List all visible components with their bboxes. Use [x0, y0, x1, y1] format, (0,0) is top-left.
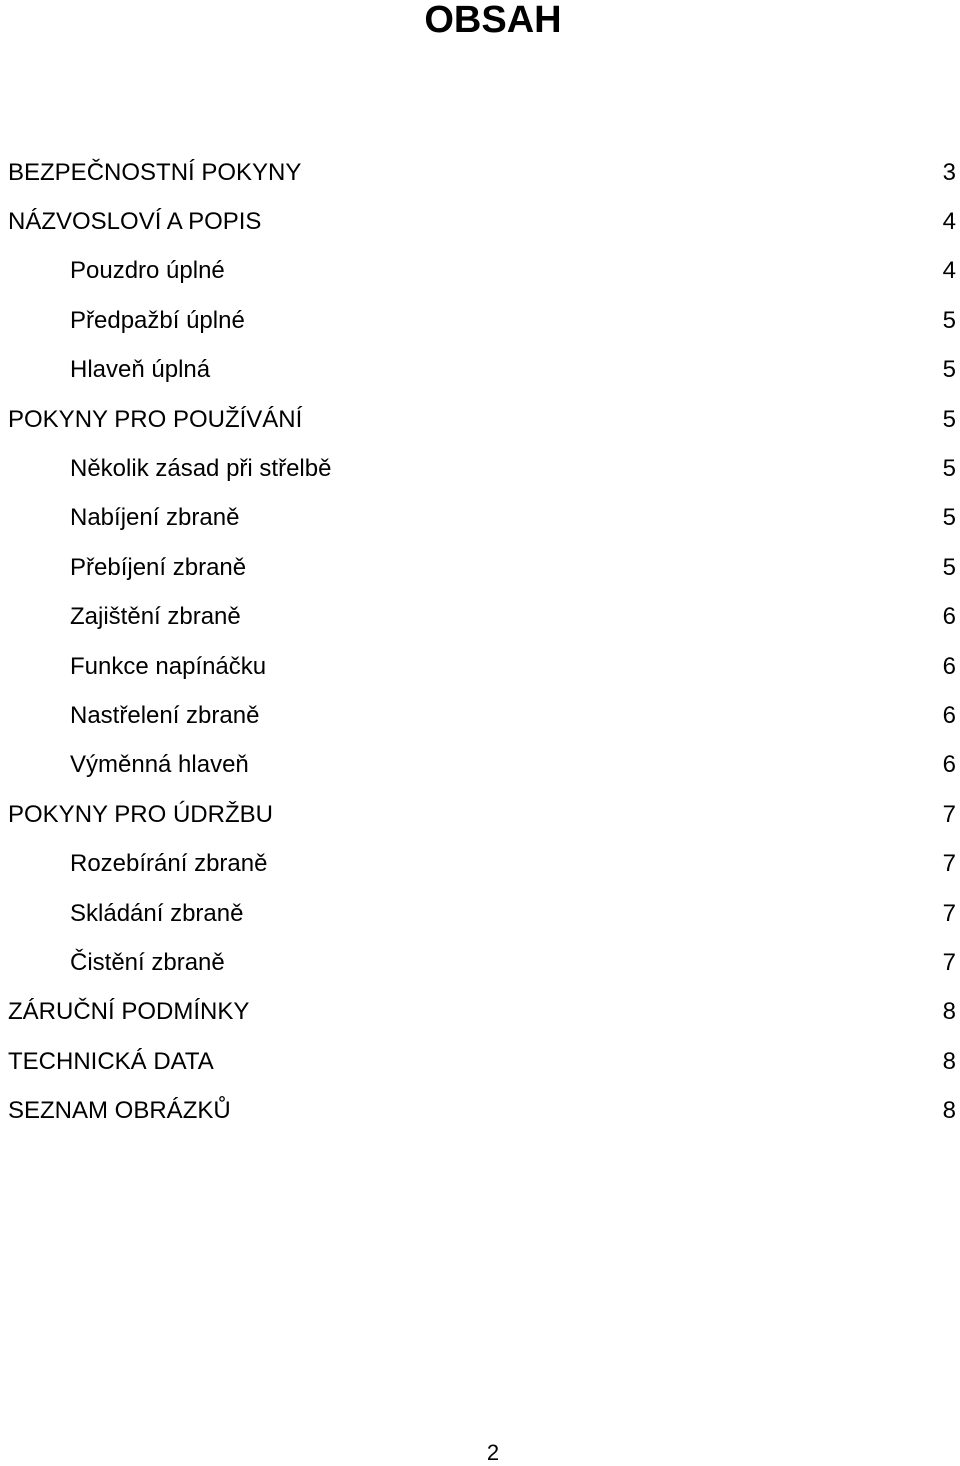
toc-entry-page: 8 — [942, 998, 956, 1026]
toc-entry-label: Zajištění zbraně — [70, 603, 241, 631]
toc-entry-page: 4 — [942, 208, 956, 236]
toc-entry-page: 8 — [942, 1097, 956, 1125]
toc-entry-label: POKYNY PRO POUŽÍVÁNÍ — [8, 405, 303, 433]
toc-entry — [8, 1037, 956, 1086]
toc-entry-label: Přebíjení zbraně — [70, 553, 247, 581]
toc-entry-label: POKYNY PRO ÚDRŽBU — [8, 800, 273, 828]
toc-entry-page: 6 — [942, 652, 956, 680]
toc-entry-page: 4 — [942, 257, 956, 285]
toc-entry-page: 6 — [942, 751, 956, 779]
toc-entry — [8, 197, 956, 246]
toc-entry-page: 5 — [942, 405, 956, 433]
toc-entry-label: TECHNICKÁ DATA — [8, 1047, 214, 1075]
toc-entry-label: NÁZVOSLOVÍ A POPIS — [8, 208, 262, 236]
toc-subentry — [8, 741, 956, 790]
toc-entry-page: 5 — [942, 455, 956, 483]
toc-entry-page: 5 — [942, 356, 956, 384]
toc-entry — [8, 395, 956, 444]
toc-entry — [8, 988, 956, 1037]
toc-entry — [8, 1086, 956, 1135]
toc-entry — [8, 148, 956, 197]
toc-subentry — [8, 247, 956, 296]
toc-entry-label: Hlaveň úplná — [70, 356, 211, 384]
toc-entry-label: Předpažbí úplné — [70, 306, 245, 334]
toc-entry-page: 5 — [942, 553, 956, 581]
toc-entry-label: Funkce napínáčku — [70, 652, 267, 680]
toc-subentry — [8, 494, 956, 543]
page-title: OBSAH — [424, 0, 562, 41]
toc-entry-page: 7 — [942, 948, 956, 976]
toc-entry-page: 7 — [942, 800, 956, 828]
toc-entry-page: 6 — [942, 603, 956, 631]
toc-entry-label: Výměnná hlaveň — [70, 751, 249, 779]
table-of-contents — [8, 148, 956, 1136]
toc-entry-label: Pouzdro úplné — [70, 257, 225, 285]
toc-entry-label: Nastřelení zbraně — [70, 701, 260, 729]
toc-entry-page: 6 — [942, 701, 956, 729]
toc-subentry — [8, 691, 956, 740]
toc-entry-label: BEZPEČNOSTNÍ POKYNY — [8, 158, 302, 186]
toc-entry-page: 5 — [942, 306, 956, 334]
toc-entry-page: 7 — [942, 899, 956, 927]
toc-entry-page: 8 — [942, 1047, 956, 1075]
toc-entry-label: Skládání zbraně — [70, 899, 244, 927]
toc-subentry — [8, 346, 956, 395]
toc-entry-page: 7 — [942, 850, 956, 878]
toc-subentry — [8, 444, 956, 493]
toc-subentry — [8, 593, 956, 642]
toc-subentry — [8, 543, 956, 592]
toc-entry-label: Několik zásad při střelbě — [70, 455, 332, 483]
toc-entry-label: Čistění zbraně — [70, 948, 225, 976]
toc-entry-label: ZÁRUČNÍ PODMÍNKY — [8, 998, 250, 1026]
toc-entry — [8, 790, 956, 839]
toc-subentry — [8, 296, 956, 345]
toc-entry-page: 3 — [942, 158, 956, 186]
page-number: 2 — [486, 1440, 500, 1465]
toc-entry-label: Rozebírání zbraně — [70, 850, 268, 878]
toc-subentry — [8, 839, 956, 888]
toc-subentry — [8, 642, 956, 691]
toc-subentry — [8, 889, 956, 938]
toc-subentry — [8, 938, 956, 987]
toc-entry-page: 5 — [942, 504, 956, 532]
toc-entry-label: SEZNAM OBRÁZKŮ — [8, 1097, 231, 1125]
toc-entry-label: Nabíjení zbraně — [70, 504, 240, 532]
